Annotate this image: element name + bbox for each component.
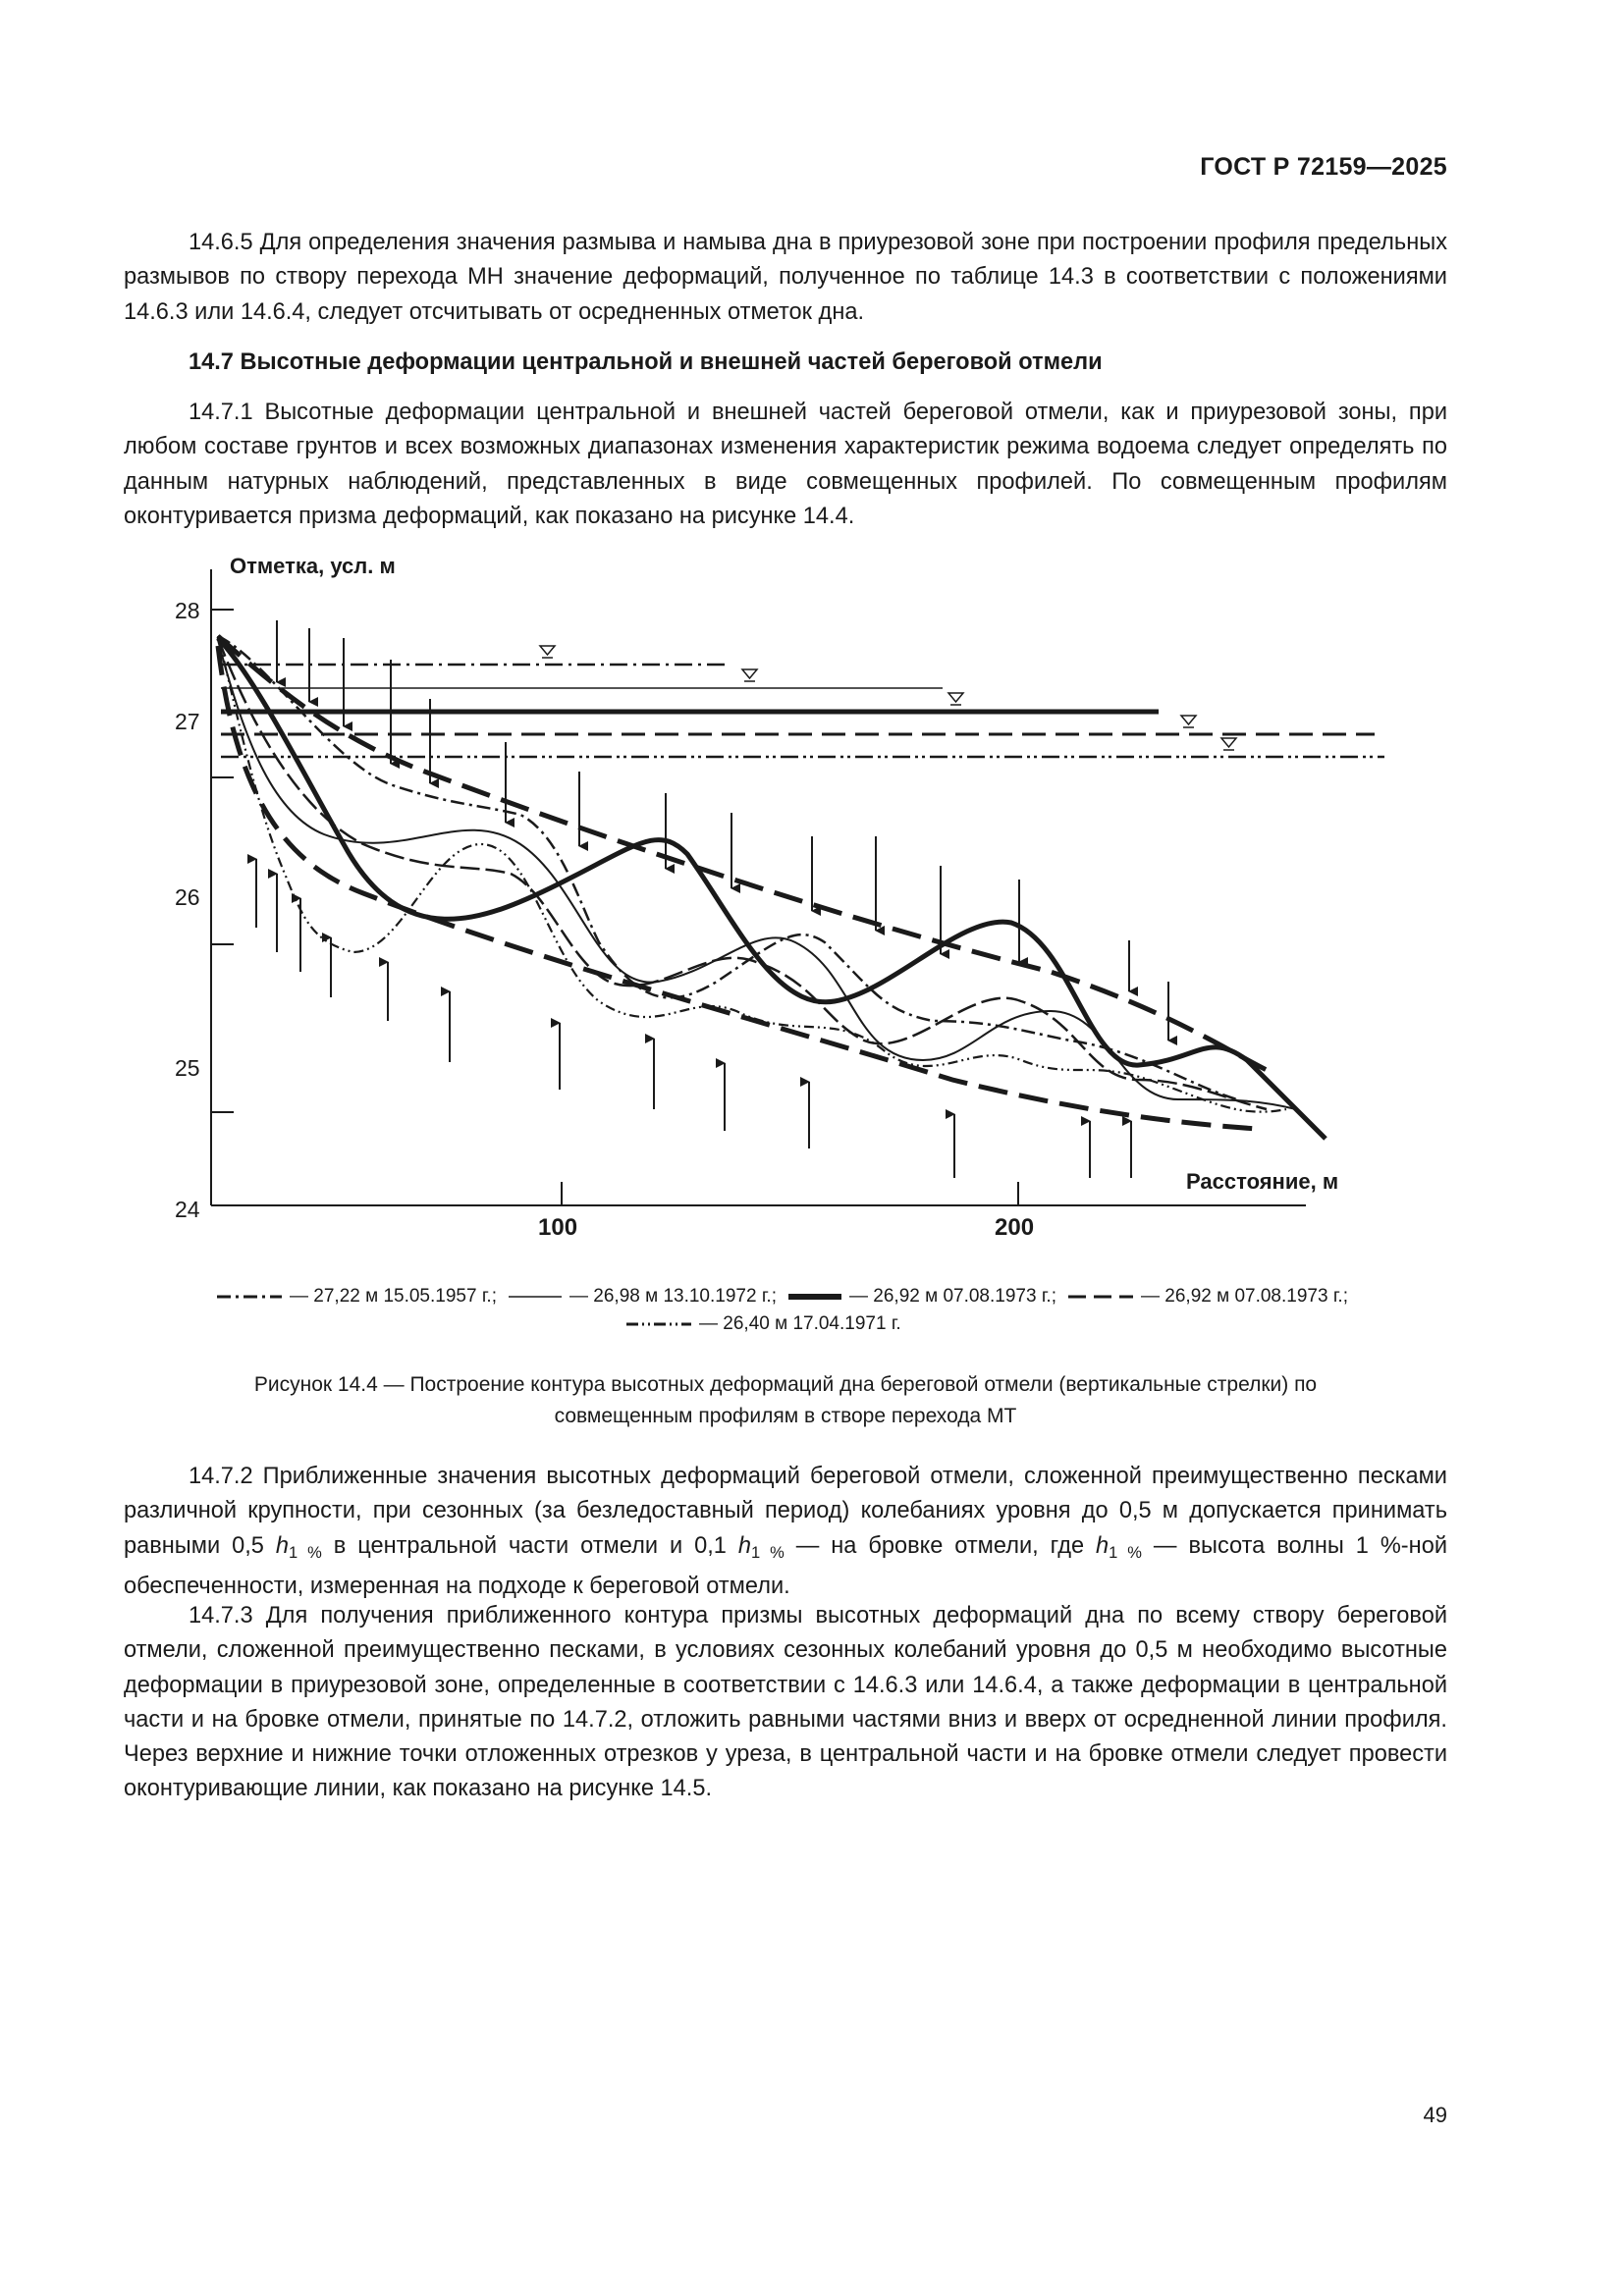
paragraph-text: 14.7.1 Высотные деформации центральной и внешней частей береговой отмели, как и приурезовой зоны, при любом составе грунтов и всех возможных диапазонах изменения характеристик режима водоема следует определять по данным натурных наблюдений, представленных в виде совмещенных профилей. По совмещенным профилям оконтуривается призма деформаций, как показано на рисунке 14.4. <box>124 400 1447 529</box>
text-run: — высота волны 1 %-ной обеспеченности, измеренная на подходе к береговой отмели. <box>124 1532 1447 1599</box>
text-run: в центральной части отмели и 0,1 <box>321 1532 738 1559</box>
text-run: — на бровке отмели, где <box>784 1532 1097 1559</box>
profile-dash-dot-dot <box>218 636 1286 1112</box>
page-number: 49 <box>1423 2103 1447 2127</box>
legend-row-1 <box>110 1286 1455 1308</box>
legend-item-thin <box>509 1286 777 1308</box>
y-tick-24: 24 <box>175 1197 200 1222</box>
x-tick-200: 200 <box>995 1214 1035 1241</box>
x-axis-label: Расстояние, м <box>1186 1169 1339 1194</box>
figure-caption <box>124 1369 1447 1432</box>
symbol-sub: 1 % <box>1109 1542 1142 1562</box>
paragraph-14-6-5 <box>124 226 1447 330</box>
paragraph-14-7-3 <box>124 1599 1447 1807</box>
deformation-profile-figure <box>108 550 1384 1256</box>
y-axis-label: Отметка, усл. м <box>230 554 396 578</box>
paragraph-text <box>124 1460 1447 1604</box>
symbol-h: h <box>1096 1532 1110 1559</box>
legend-swatch-dashed-icon <box>1068 1292 1133 1302</box>
symbol-sub: 1 % <box>750 1542 785 1562</box>
legend-item-dash-dot-dot <box>626 1313 901 1335</box>
y-tick-26: 26 <box>175 884 200 910</box>
figure-legend <box>110 1286 1455 1335</box>
legend-swatch-dash-dot-dot-icon <box>626 1319 691 1329</box>
legend-label: — 26,98 м 13.10.1972 г.; <box>569 1286 777 1307</box>
profile-dash-dot <box>218 636 1237 1099</box>
symbol-h: h <box>737 1532 751 1559</box>
legend-label: — 26,92 м 07.08.1973 г.; <box>1141 1286 1348 1307</box>
legend-label: — 26,92 м 07.08.1973 г.; <box>849 1286 1056 1307</box>
legend-swatch-dash-dot-icon <box>217 1292 282 1302</box>
y-tick-27: 27 <box>175 709 200 734</box>
upward-arrows <box>256 859 1131 1178</box>
upper-envelope <box>218 636 1267 1070</box>
legend-label: — 26,40 м 17.04.1971 г. <box>699 1313 901 1334</box>
legend-item-thick <box>788 1286 1056 1308</box>
legend-item-dashed <box>1068 1286 1348 1308</box>
caption-line-2: совмещенным профилям в створе перехода МТ <box>554 1405 1017 1427</box>
caption-line-1: Рисунок 14.4 — Построение контура высотных деформаций дна береговой отмели (вертикальные стрелки) по <box>253 1373 1318 1396</box>
x-tick-100: 100 <box>538 1214 578 1241</box>
y-tick-28: 28 <box>175 598 200 623</box>
profile-dashed <box>218 638 1267 1109</box>
paragraph-14-7-1 <box>124 396 1447 534</box>
legend-item-dash-dot <box>217 1286 497 1308</box>
document-id: ГОСТ Р 72159—2025 <box>1200 153 1447 181</box>
paragraph-text: 14.6.5 Для определения значения размыва и намыва дна в приурезовой зоне при построении профиля предельных размывов по створу перехода МН значение деформаций, полученное по таблице 14.3 в соответствии с положениями 14.6.3 или 14.6.4, следует отсчитывать от осредненных отметок дна. <box>124 230 1447 325</box>
text-run: 14.7.2 Приближенные значения высотных деформаций береговой отмели, сложенной преимущественно песками различной крупности, при сезонных (за безледоставный период) колебаниях уровня до 0,5 м допускается принимать равными 0,5 <box>124 1464 1447 1559</box>
section-heading-14-7: 14.7 Высотные деформации центральной и внешней частей береговой отмели <box>189 349 1103 375</box>
legend-row-2 <box>110 1313 1455 1335</box>
legend-swatch-thick-icon <box>788 1292 841 1302</box>
legend-swatch-thin-icon <box>509 1292 562 1302</box>
paragraph-text: 14.7.3 Для получения приближенного контура призмы высотных деформаций дна по всему створу береговой отмели, сложенной преимущественно песками, в условиях сезонных колебаний уровня до 0,5 м необходимо высотные деформации в приурезовой зоне, определенные в соответствии с 14.6.3 или 14.6.4, а также деформации в центральной части и на бровке отмели, принятые по 14.7.2, отложить равными частями вниз и вверх от осредненной линии профиля. Через верхние и нижние точки отложенных отрезков у уреза, в центральной части и на бровке отмели следует провести оконтуривающие линии, как показано на рисунке 14.5. <box>124 1603 1447 1802</box>
y-tick-25: 25 <box>175 1055 200 1081</box>
symbol-sub: 1 % <box>288 1542 322 1562</box>
paragraph-14-7-2 <box>124 1460 1447 1604</box>
legend-label: — 27,22 м 15.05.1957 г.; <box>290 1286 497 1307</box>
symbol-h: h <box>275 1532 289 1559</box>
